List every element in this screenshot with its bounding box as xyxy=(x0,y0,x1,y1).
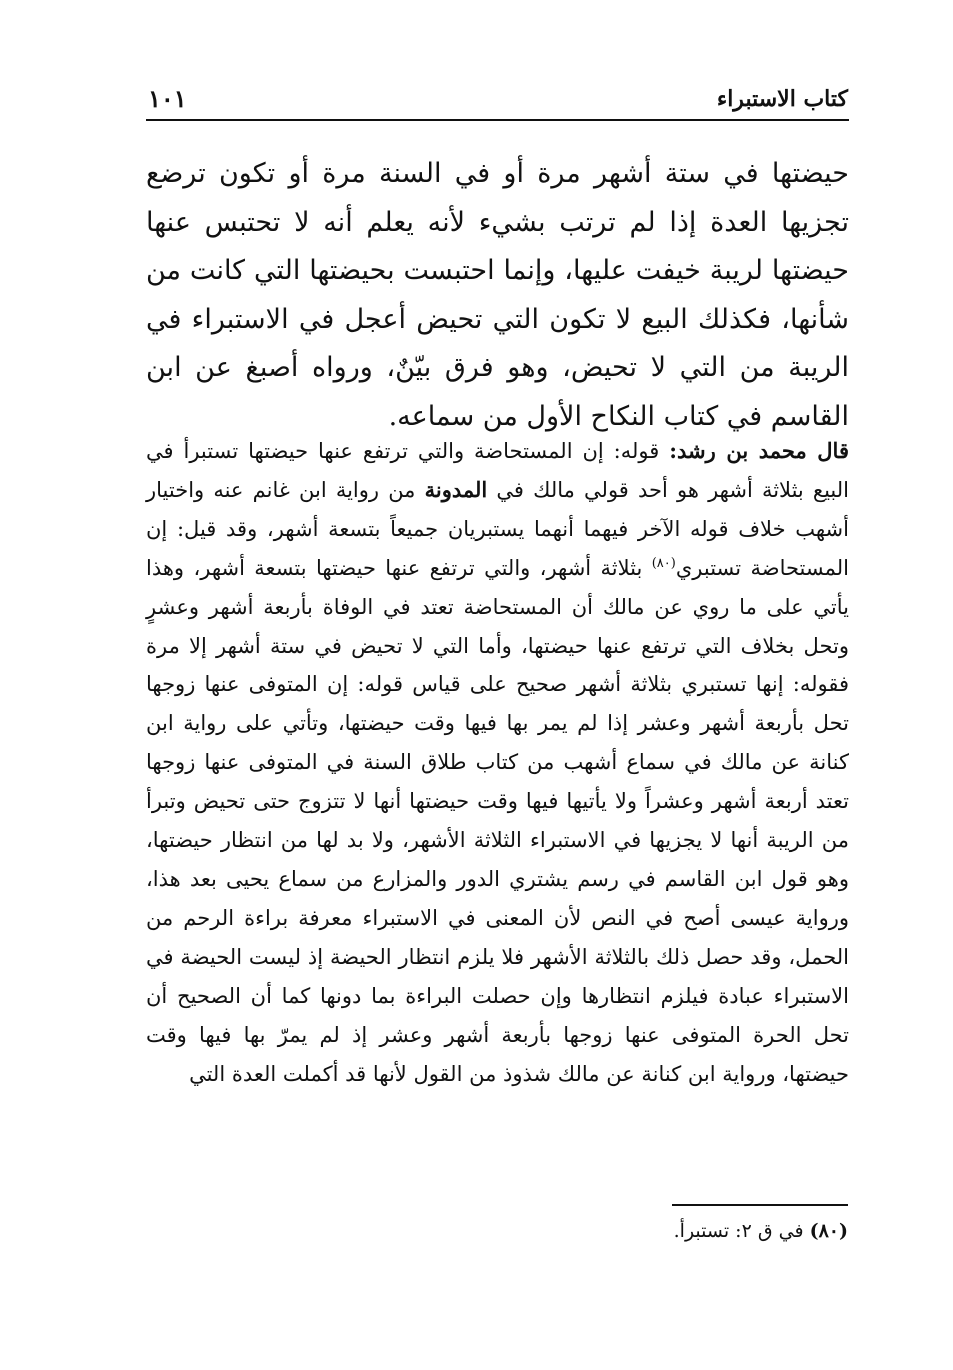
paragraph-2-text xyxy=(146,432,849,1093)
footnote-rule xyxy=(672,1204,848,1206)
footnote xyxy=(446,1216,848,1246)
paragraph-2-part-a: قوله: إن المستحاضة والتي ترتفع عنها حيضتها تستبرأ في البيع بثلاثة أشهر هو أحد قولي مالك في xyxy=(146,439,850,502)
footnote-number: (٨٠) xyxy=(809,1220,848,1242)
speaker-name: قال محمد بن رشد: xyxy=(669,438,849,463)
running-title: كتاب الاستبراء xyxy=(716,86,848,112)
footnote-reference[interactable]: (٨٠) xyxy=(651,555,676,571)
paragraph-2-part-c: بثلاثة أشهر، والتي ترتفع عنها حيضتها بتسعة أشهر، وهذا يأتي على ما روي عن مالك أن المستحاضة تعتد في الوفاة بأربعة أشهر وعشرٍ وتحل بخلاف التي ترتفع عنها حيضتها، وأما التي لا تحيض في ستة أشهر إلا مرة فقوله: إنها تستبري بثلاثة أشهر صحيح على قياس قوله: إن المتوفى عنها زوجها تحل بأربعة أشهر وعشر إذا لم يمر بها فيها وقت حيضتها، وتأتي على رواية ابن كنانة عن مالك في سماع أشهب من كتاب طلاق السنة في المتوفى عنها زوجها تعتد أربعة أشهر وعشراً ولا يأتيها فيها وقت حيضتها أنها لا تتزوج حتى تحيض وتبرأ من الريبة أنها لا يجزيها في الاستبراء الثلاثة الأشهر، ولا بد لها من انتظار حيضتها، وهو قول ابن القاسم في رسم يشتري الدور والمزارع من سماع يحيى بعد هذا، ورواية عيسى أصح في النص لأن المعنى في الاستبراء معرفة براءة الرحم من الحمل، وقد حصل ذلك بالثلاثة الأشهر فلا يلزم انتظار الحيضة إذ ليست الحيضة في الاستبراء عبادة فيلزم انتظارها وإن حصلت البراءة بما دونها كما أن الصحيح أن تحل الحرة المتوفى عنها زوجها بأربعة أشهر وعشر إذ لم يمرّ بها فيها وقت حيضتها، ورواية ابن كنانة عن مالك شذوذ من القول لأنها قد أكملت العدة التي xyxy=(146,555,849,1086)
footnote-text: في ق ٢: تستبرأ. xyxy=(673,1220,810,1242)
paragraph-1 xyxy=(146,150,849,441)
paragraph-2 xyxy=(146,432,849,1093)
page-header xyxy=(148,82,848,118)
paragraph-2-part-b: من رواية ابن غانم عنه واختيار أشهب خلاف قوله الآخر فيهما أنهما يستبريان جميعاً بتسعة أشهر، وقد قيل: إن المستحاضة تستبري xyxy=(146,477,849,580)
book-title-term: المدونة xyxy=(424,476,488,502)
paragraph-1-text: حيضتها في ستة أشهر مرة أو في السنة مرة أو تكون ترضع تجزيها العدة إذا لم ترتب بشيء لأنه يعلم أنه لا تحتبس عنها حيضتها لريبة خيفت عليها، وإنما احتبست بحيضتها التي كانت من شأنها، فكذلك البيع لا تكون التي تحيض أعجل في الاستبراء في الريبة من التي لا تحيض، وهو فرق بيّنٌ، ورواه أصبغ عن ابن القاسم في كتاب النكاح الأول من سماعه. xyxy=(146,158,849,432)
header-rule xyxy=(146,119,849,121)
page-number: ١٠١ xyxy=(148,84,187,113)
